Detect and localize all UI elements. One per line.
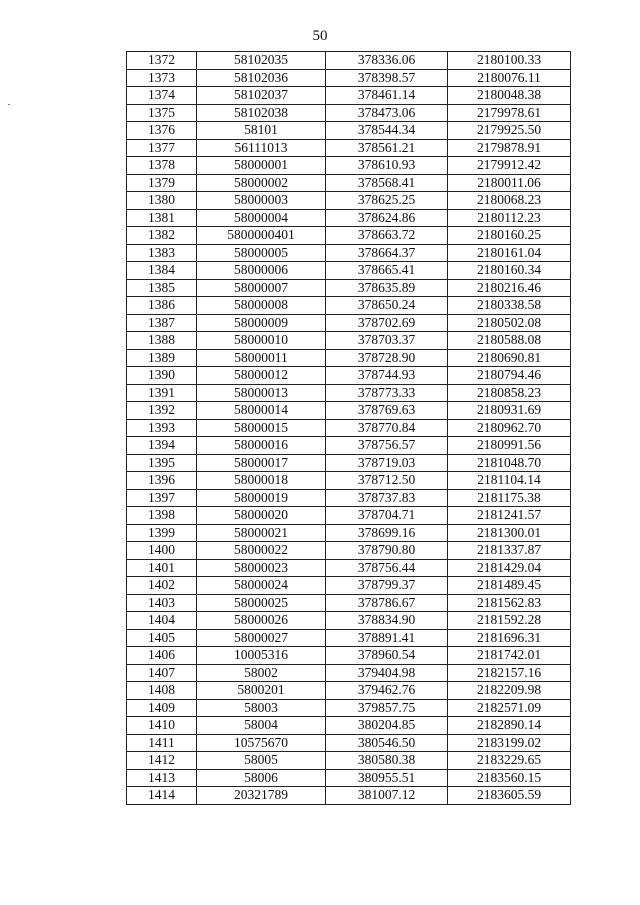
row-number-cell: 1408 [127,682,197,700]
table-row [127,384,571,402]
coordinates-table-body [127,52,571,805]
table-row [127,244,571,262]
table-row [127,227,571,245]
point-id-cell: 56111013 [197,139,326,157]
row-number-cell: 1378 [127,157,197,175]
x-coordinate-cell: 378769.63 [326,402,448,420]
x-coordinate-cell: 378663.72 [326,227,448,245]
point-id-cell: 10575670 [197,734,326,752]
table-row [127,174,571,192]
point-id-cell: 58000010 [197,332,326,350]
x-coordinate-cell: 378635.89 [326,279,448,297]
table-row [127,402,571,420]
point-id-cell: 58000016 [197,437,326,455]
table-row [127,769,571,787]
point-id-cell: 58000004 [197,209,326,227]
row-number-cell: 1395 [127,454,197,472]
table-row [127,209,571,227]
row-number-cell: 1400 [127,542,197,560]
table-row [127,349,571,367]
row-number-cell: 1377 [127,139,197,157]
y-coordinate-cell: 2181562.83 [448,594,571,612]
x-coordinate-cell: 378664.37 [326,244,448,262]
y-coordinate-cell: 2182571.09 [448,699,571,717]
x-coordinate-cell: 378728.90 [326,349,448,367]
row-number-cell: 1414 [127,787,197,805]
row-number-cell: 1413 [127,769,197,787]
x-coordinate-cell: 380204.85 [326,717,448,735]
y-coordinate-cell: 2179912.42 [448,157,571,175]
y-coordinate-cell: 2180502.08 [448,314,571,332]
point-id-cell: 58000009 [197,314,326,332]
row-number-cell: 1385 [127,279,197,297]
x-coordinate-cell: 378704.71 [326,507,448,525]
row-number-cell: 1411 [127,734,197,752]
point-id-cell: 58000025 [197,594,326,612]
y-coordinate-cell: 2180011.06 [448,174,571,192]
point-id-cell: 58006 [197,769,326,787]
table-row [127,542,571,560]
x-coordinate-cell: 378773.33 [326,384,448,402]
row-number-cell: 1390 [127,367,197,385]
table-row [127,367,571,385]
y-coordinate-cell: 2179878.91 [448,139,571,157]
y-coordinate-cell: 2179978.61 [448,104,571,122]
table-row [127,437,571,455]
point-id-cell: 58002 [197,664,326,682]
table-row [127,612,571,630]
y-coordinate-cell: 2180991.56 [448,437,571,455]
row-number-cell: 1380 [127,192,197,210]
x-coordinate-cell: 378561.21 [326,139,448,157]
table-row [127,87,571,105]
table-row [127,664,571,682]
y-coordinate-cell: 2181429.04 [448,559,571,577]
y-coordinate-cell: 2181696.31 [448,629,571,647]
row-number-cell: 1389 [127,349,197,367]
row-number-cell: 1388 [127,332,197,350]
y-coordinate-cell: 2183199.02 [448,734,571,752]
x-coordinate-cell: 380955.51 [326,769,448,787]
table-row [127,699,571,717]
table-row [127,454,571,472]
point-id-cell: 58000021 [197,524,326,542]
x-coordinate-cell: 378834.90 [326,612,448,630]
point-id-cell: 58000006 [197,262,326,280]
point-id-cell: 58000005 [197,244,326,262]
y-coordinate-cell: 2180690.81 [448,349,571,367]
row-number-cell: 1375 [127,104,197,122]
y-coordinate-cell: 2180100.33 [448,52,571,70]
point-id-cell: 58101 [197,122,326,140]
point-id-cell: 58000026 [197,612,326,630]
row-number-cell: 1379 [127,174,197,192]
x-coordinate-cell: 378737.83 [326,489,448,507]
point-id-cell: 58000023 [197,559,326,577]
x-coordinate-cell: 378699.16 [326,524,448,542]
table-row [127,314,571,332]
table-row [127,507,571,525]
x-coordinate-cell: 378790.80 [326,542,448,560]
table-row [127,787,571,805]
x-coordinate-cell: 380546.50 [326,734,448,752]
row-number-cell: 1383 [127,244,197,262]
x-coordinate-cell: 378610.93 [326,157,448,175]
point-id-cell: 58102037 [197,87,326,105]
row-number-cell: 1384 [127,262,197,280]
point-id-cell: 58000007 [197,279,326,297]
x-coordinate-cell: 378336.06 [326,52,448,70]
y-coordinate-cell: 2180338.58 [448,297,571,315]
x-coordinate-cell: 381007.12 [326,787,448,805]
y-coordinate-cell: 2179925.50 [448,122,571,140]
y-coordinate-cell: 2181175.38 [448,489,571,507]
point-id-cell: 58000013 [197,384,326,402]
table-row [127,559,571,577]
point-id-cell: 58000008 [197,297,326,315]
row-number-cell: 1392 [127,402,197,420]
x-coordinate-cell: 378719.03 [326,454,448,472]
table-row [127,647,571,665]
row-number-cell: 1403 [127,594,197,612]
row-number-cell: 1409 [127,699,197,717]
x-coordinate-cell: 378756.44 [326,559,448,577]
row-number-cell: 1391 [127,384,197,402]
row-number-cell: 1381 [127,209,197,227]
point-id-cell: 58000022 [197,542,326,560]
table-row [127,332,571,350]
table-row [127,717,571,735]
y-coordinate-cell: 2182209.98 [448,682,571,700]
point-id-cell: 58000018 [197,472,326,490]
x-coordinate-cell: 378960.54 [326,647,448,665]
scan-speck [8,104,10,105]
y-coordinate-cell: 2181048.70 [448,454,571,472]
point-id-cell: 58000003 [197,192,326,210]
row-number-cell: 1405 [127,629,197,647]
x-coordinate-cell: 378625.25 [326,192,448,210]
point-id-cell: 58004 [197,717,326,735]
table-row [127,139,571,157]
y-coordinate-cell: 2181241.57 [448,507,571,525]
row-number-cell: 1406 [127,647,197,665]
y-coordinate-cell: 2180068.23 [448,192,571,210]
y-coordinate-cell: 2181592.28 [448,612,571,630]
y-coordinate-cell: 2183560.15 [448,769,571,787]
row-number-cell: 1398 [127,507,197,525]
row-number-cell: 1382 [127,227,197,245]
table-row [127,419,571,437]
row-number-cell: 1407 [127,664,197,682]
y-coordinate-cell: 2181337.87 [448,542,571,560]
x-coordinate-cell: 378544.34 [326,122,448,140]
point-id-cell: 58000019 [197,489,326,507]
y-coordinate-cell: 2182890.14 [448,717,571,735]
y-coordinate-cell: 2181104.14 [448,472,571,490]
x-coordinate-cell: 379462.76 [326,682,448,700]
y-coordinate-cell: 2180962.70 [448,419,571,437]
y-coordinate-cell: 2180161.04 [448,244,571,262]
x-coordinate-cell: 379857.75 [326,699,448,717]
y-coordinate-cell: 2180216.46 [448,279,571,297]
x-coordinate-cell: 378799.37 [326,577,448,595]
point-id-cell: 58000002 [197,174,326,192]
row-number-cell: 1397 [127,489,197,507]
table-row [127,192,571,210]
row-number-cell: 1402 [127,577,197,595]
y-coordinate-cell: 2180858.23 [448,384,571,402]
y-coordinate-cell: 2181300.01 [448,524,571,542]
y-coordinate-cell: 2180160.25 [448,227,571,245]
table-row [127,69,571,87]
row-number-cell: 1401 [127,559,197,577]
point-id-cell: 10005316 [197,647,326,665]
x-coordinate-cell: 378786.67 [326,594,448,612]
x-coordinate-cell: 378891.41 [326,629,448,647]
y-coordinate-cell: 2183229.65 [448,752,571,770]
y-coordinate-cell: 2181489.45 [448,577,571,595]
point-id-cell: 58102038 [197,104,326,122]
y-coordinate-cell: 2181742.01 [448,647,571,665]
row-number-cell: 1404 [127,612,197,630]
point-id-cell: 58000015 [197,419,326,437]
x-coordinate-cell: 380580.38 [326,752,448,770]
point-id-cell: 58000014 [197,402,326,420]
table-row [127,489,571,507]
row-number-cell: 1376 [127,122,197,140]
row-number-cell: 1386 [127,297,197,315]
y-coordinate-cell: 2180160.34 [448,262,571,280]
point-id-cell: 20321789 [197,787,326,805]
x-coordinate-cell: 378650.24 [326,297,448,315]
point-id-cell: 58000011 [197,349,326,367]
point-id-cell: 58005 [197,752,326,770]
x-coordinate-cell: 378624.86 [326,209,448,227]
x-coordinate-cell: 378770.84 [326,419,448,437]
row-number-cell: 1394 [127,437,197,455]
x-coordinate-cell: 378473.06 [326,104,448,122]
x-coordinate-cell: 378712.50 [326,472,448,490]
y-coordinate-cell: 2180112.23 [448,209,571,227]
table-row [127,122,571,140]
table-row [127,734,571,752]
x-coordinate-cell: 379404.98 [326,664,448,682]
row-number-cell: 1387 [127,314,197,332]
row-number-cell: 1410 [127,717,197,735]
row-number-cell: 1393 [127,419,197,437]
page-number: 50 [312,28,328,44]
table-row [127,157,571,175]
row-number-cell: 1373 [127,69,197,87]
point-id-cell: 5800000401 [197,227,326,245]
point-id-cell: 58000012 [197,367,326,385]
x-coordinate-cell: 378461.14 [326,87,448,105]
table-row [127,594,571,612]
point-id-cell: 58000001 [197,157,326,175]
table-row [127,682,571,700]
table-row [127,104,571,122]
table-row [127,297,571,315]
table-row [127,629,571,647]
table-row [127,472,571,490]
row-number-cell: 1396 [127,472,197,490]
point-id-cell: 58000017 [197,454,326,472]
row-number-cell: 1399 [127,524,197,542]
row-number-cell: 1412 [127,752,197,770]
table-row [127,52,571,70]
point-id-cell: 58000020 [197,507,326,525]
table-row [127,262,571,280]
y-coordinate-cell: 2182157.16 [448,664,571,682]
point-id-cell: 58102036 [197,69,326,87]
table-row [127,752,571,770]
table-row [127,577,571,595]
x-coordinate-cell: 378744.93 [326,367,448,385]
point-id-cell: 58003 [197,699,326,717]
x-coordinate-cell: 378568.41 [326,174,448,192]
y-coordinate-cell: 2180794.46 [448,367,571,385]
y-coordinate-cell: 2183605.59 [448,787,571,805]
x-coordinate-cell: 378756.57 [326,437,448,455]
y-coordinate-cell: 2180931.69 [448,402,571,420]
row-number-cell: 1374 [127,87,197,105]
y-coordinate-cell: 2180048.38 [448,87,571,105]
x-coordinate-cell: 378702.69 [326,314,448,332]
y-coordinate-cell: 2180076.11 [448,69,571,87]
y-coordinate-cell: 2180588.08 [448,332,571,350]
x-coordinate-cell: 378665.41 [326,262,448,280]
point-id-cell: 5800201 [197,682,326,700]
x-coordinate-cell: 378703.37 [326,332,448,350]
coordinates-table [126,51,571,805]
table-row [127,524,571,542]
point-id-cell: 58000027 [197,629,326,647]
point-id-cell: 58000024 [197,577,326,595]
table-row [127,279,571,297]
row-number-cell: 1372 [127,52,197,70]
point-id-cell: 58102035 [197,52,326,70]
x-coordinate-cell: 378398.57 [326,69,448,87]
